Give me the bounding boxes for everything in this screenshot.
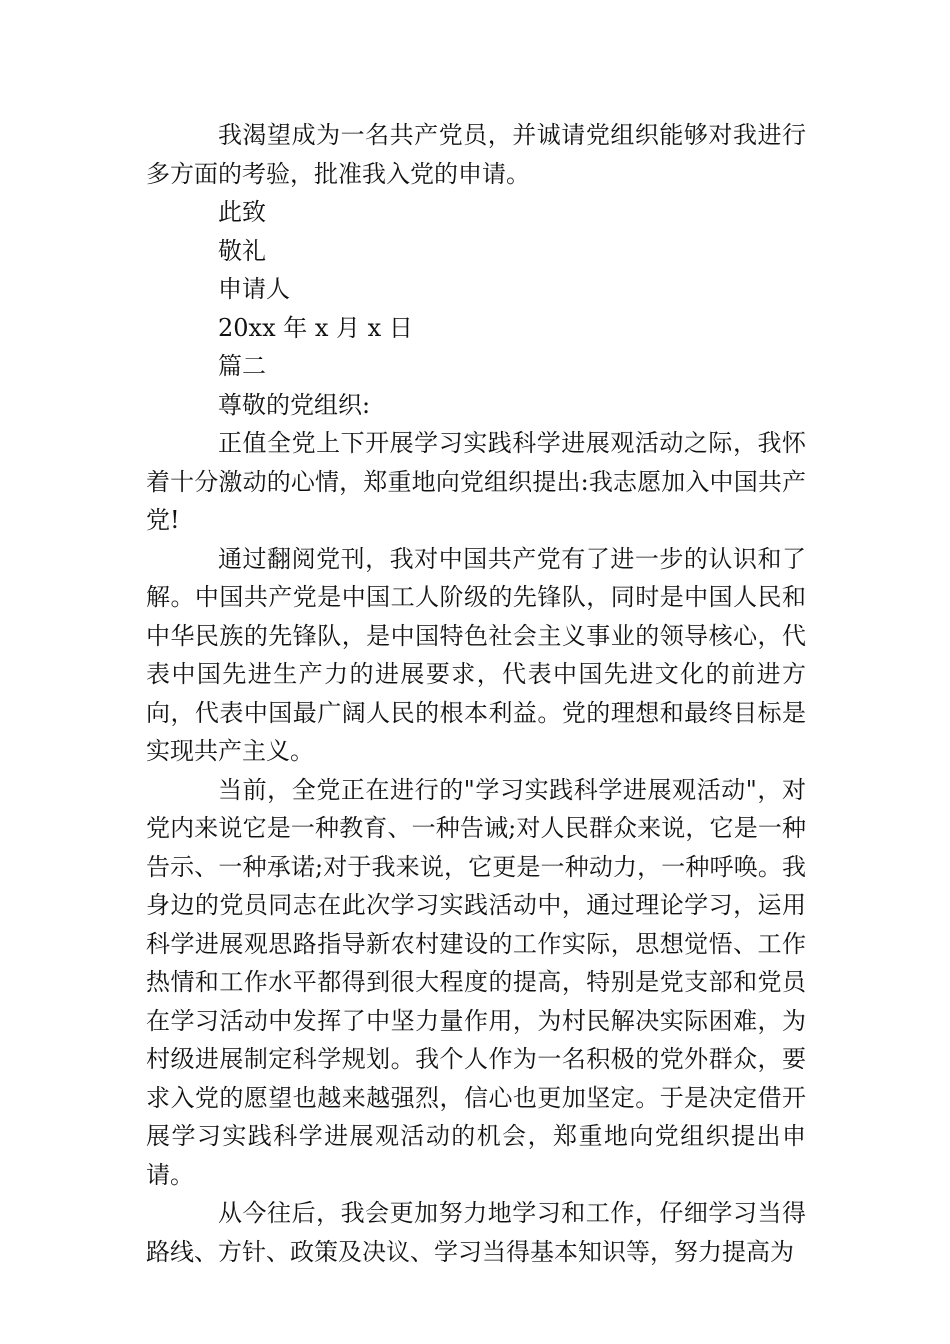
salutation-jingli: 敬礼 xyxy=(218,236,266,265)
paragraph-party-understanding: 通过翻阅党刊，我对中国共产党有了进一步的认识和了解。中国共产党是中国工人阶级的先锋队，同时是中国人民和中华民族的先锋队，是中国特色社会主义事业的领导核心，代表中国先进生产力的进展要求，代表中国先进文化的前进方向，代表中国最广阔人民的根本利益。党的理想和最终目标是实现共产主义。 xyxy=(146,544,806,765)
section-heading: 篇二 xyxy=(218,352,266,380)
signature-date: 20xx 年 x 月 x 日 xyxy=(218,313,413,342)
paragraph-commitment: 从今往后，我会更加努力地学习和工作，仔细学习当得路线、方针、政策及决议、学习当得基本知识等，努力提高为 xyxy=(146,1199,806,1266)
document-body xyxy=(146,116,806,1271)
salutation-cizhi: 此致 xyxy=(218,198,266,226)
signature-applicant: 申请人 xyxy=(218,275,290,303)
letter-greeting: 尊敬的党组织: xyxy=(218,390,371,419)
paragraph-current-activity: 当前，全党正在进行的"学习实践科学进展观活动"，对党内来说它是一种教育、一种告诫;对人民群众来说，它是一种告示、一种承诺;对于我来说，它更是一种动力，一种呼唤。我身边的党员同志在此次学习实践活动中，通过理论学习，运用科学进展观思路指导新农村建设的工作实际，思想觉悟、工作热情和工作水平都得到很大程度的提高，特别是党支部和党员在学习活动中发挥了中坚力量作用，为村民解决实际困难，为村级进展制定科学规划。我个人作为一名积极的党外群众，要求入党的愿望也越来越强烈，信心也更加坚定。于是决定借开展学习实践科学进展观活动的机会，郑重地向党组织提出申请。 xyxy=(146,775,806,1189)
paragraph-intro: 正值全党上下开展学习实践科学进展观活动之际，我怀着十分激动的心情，郑重地向党组织提出:我志愿加入中国共产党! xyxy=(146,429,806,534)
paragraph-closing-request: 我渴望成为一名共产党员，并诚请党组织能够对我进行多方面的考验，批准我入党的申请。 xyxy=(146,121,806,188)
